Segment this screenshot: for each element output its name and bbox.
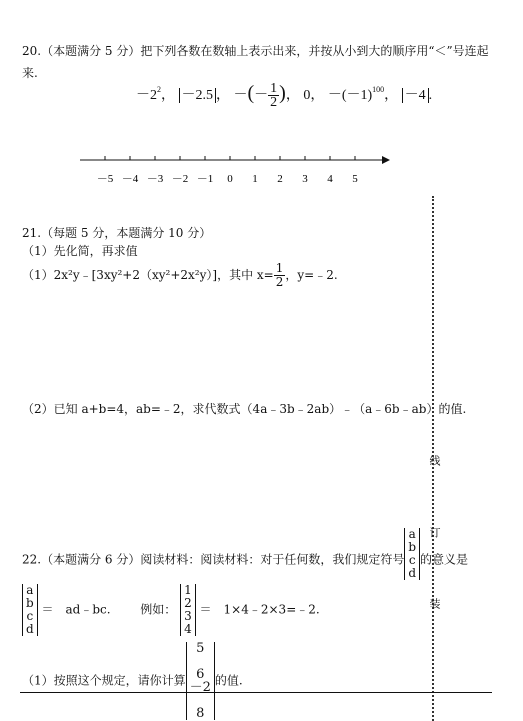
def-det: a b c d <box>22 584 38 636</box>
n1-exp: 2 <box>157 85 161 94</box>
bottom-rule <box>20 692 492 693</box>
tick-label: 2 <box>277 173 283 185</box>
sep: ， <box>285 88 300 103</box>
n5: －(－1) <box>327 88 373 103</box>
calc-det: 5 6 －2 8 <box>186 642 215 720</box>
tick-label: 3 <box>302 173 308 185</box>
symbol-det: a b c d <box>404 528 420 580</box>
tick-label: 0 <box>227 173 233 185</box>
side-mark-ding: 订 <box>428 527 441 538</box>
q21-title: 21.（每题 5 分，本题满分 10 分） <box>22 226 212 240</box>
q21-subtitle: （1）先化简，再求值 <box>22 244 138 258</box>
q22-part1: （1）按照这个规定，请你计算 5 6 －2 8 的值. <box>22 641 243 721</box>
q22-definition: a b c d ＝ ad﹣bc. 例如： 1 2 3 4 ＝ 1×4﹣2×3=﹣2. <box>22 584 320 636</box>
tick-label: 1 <box>252 173 258 185</box>
q21-part1: （1）2x²y﹣[3xy²+2（xy²+2x²y）]，其中 x= $\frac{1}{2}$ ，y=﹣2. <box>22 261 338 289</box>
sep: ， <box>310 88 325 103</box>
n2: －2.5 <box>179 88 217 103</box>
tick-label: －1 <box>196 173 214 185</box>
x-fraction: $\frac{1}{2}$ <box>275 261 284 289</box>
n3-sign-inner: － <box>254 88 269 103</box>
example-det: 1 2 3 4 <box>180 584 196 636</box>
sep: ， <box>216 88 230 103</box>
side-mark-line: 线 <box>428 455 441 466</box>
number-line <box>0 148 523 193</box>
end: . <box>428 88 433 103</box>
n5-exp: 100 <box>372 85 385 94</box>
tick-label: －3 <box>146 173 164 185</box>
n4: 0 <box>303 88 311 103</box>
tick-label: 4 <box>327 173 333 185</box>
q20-number-list: $-2^2$， －2.5 ， －(－ $\frac{1}{2}$ )， 0， $-(-1)^{100}$， －4 . <box>136 81 433 111</box>
q20-title: 20.（本题满分 5 分）把下列各数在数轴上表示出来，并按从小到大的顺序用“＜”号连起 <box>22 44 489 58</box>
n3-sign: － <box>233 88 248 103</box>
q20-title-cont: 来. <box>22 66 38 80</box>
q21-part2: （2）已知 a+b=4，ab=﹣2，求代数式（4a﹣3b﹣2ab）﹣（a﹣6b﹣ab）的值. <box>22 402 467 416</box>
side-mark-zhuang: 装 <box>428 598 441 609</box>
q22-title: 22.（本题满分 6 分）阅读材料：阅读材料：对于任何数，我们规定符号 a b c d 的意义是 <box>22 527 469 580</box>
n1: －2 <box>136 88 157 103</box>
tick-label: 5 <box>352 173 358 185</box>
sep: ， <box>384 88 399 103</box>
sep: ， <box>161 88 175 103</box>
tick-label: －5 <box>96 173 114 185</box>
n6: －4 <box>402 88 429 103</box>
tick-label: －4 <box>121 173 139 185</box>
tick-label: －2 <box>171 173 189 185</box>
n3-fraction: $\frac{1}{2}$ <box>270 81 278 111</box>
